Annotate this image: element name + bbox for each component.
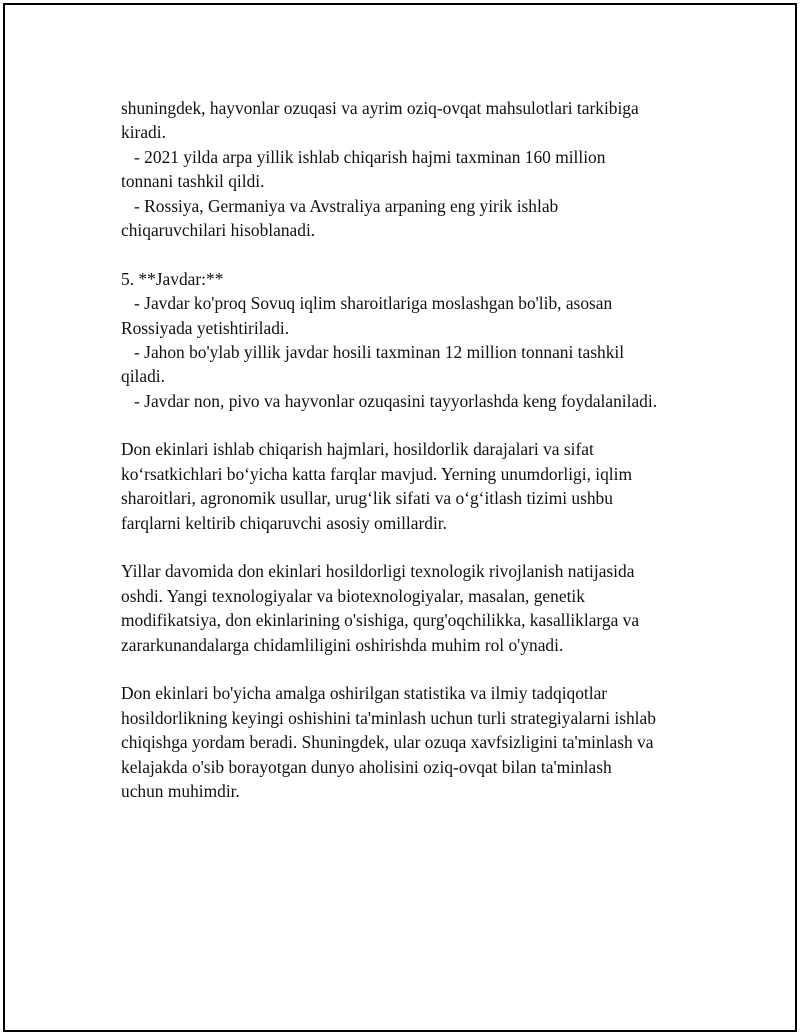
paragraph-barley-continued — [121, 96, 696, 242]
text-line: chiqaruvchilari hisoblanadi. — [121, 219, 316, 240]
paragraph-gap — [121, 657, 696, 681]
paragraph-gap — [121, 535, 696, 559]
text-line: - Jahon bo'ylab yillik javdar hosili taxminan 12 million tonnani tashkil — [121, 341, 625, 362]
section-heading: 5. **Javdar:** — [121, 268, 224, 289]
text-line: farqlarni keltirib chiqaruvchi asosiy omillardir. — [121, 512, 447, 533]
paragraph-technology — [121, 559, 696, 657]
text-line: kiradi. — [121, 122, 166, 143]
text-line: Don ekinlari bo'yicha amalga oshirilgan statistika va ilmiy tadqiqotlar — [121, 683, 608, 704]
text-line: kelajakda o'sib borayotgan dunyo aholisini oziq-ovqat bilan ta'minlash — [121, 756, 612, 777]
text-line: modifikatsiya, don ekinlarining o'sishiga, qurg'oqchilikka, kasalliklarga va — [121, 610, 640, 631]
page-frame — [3, 3, 797, 1032]
text-line: ko‘rsatkichlari bo‘yicha katta farqlar mavjud. Yerning unumdorligi, iqlim — [121, 463, 632, 484]
text-line: Rossiyada yetishtiriladi. — [121, 317, 290, 338]
text-line: uchun muhimdir. — [121, 780, 240, 801]
paragraph-rye — [121, 267, 696, 413]
paragraph-research — [121, 681, 696, 803]
paragraph-differences — [121, 437, 696, 535]
text-line: sharoitlari, agronomik usullar, urug‘lik sifati va o‘g‘itlash tizimi ushbu — [121, 488, 613, 509]
paragraph-gap — [121, 242, 696, 266]
text-line: - Javdar non, pivo va hayvonlar ozuqasini tayyorlashda keng foydalaniladi. — [121, 390, 658, 411]
paragraph-gap — [121, 413, 696, 437]
text-line: - Rossiya, Germaniya va Avstraliya arpaning eng yirik ishlab — [121, 195, 559, 216]
text-line: tonnani tashkil qildi. — [121, 171, 265, 192]
text-line: - 2021 yilda arpa yillik ishlab chiqarish hajmi taxminan 160 million — [121, 146, 606, 167]
text-line: Yillar davomida don ekinlari hosildorligi texnologik rivojlanish natijasida — [121, 561, 635, 582]
document-body — [121, 96, 696, 803]
text-line: zararkunandalarga chidamliligini oshirishda muhim rol o'ynadi. — [121, 634, 564, 655]
text-line: qiladi. — [121, 366, 165, 387]
text-line: - Javdar ko'proq Sovuq iqlim sharoitlariga moslashgan bo'lib, asosan — [121, 293, 613, 314]
text-line: chiqishga yordam beradi. Shuningdek, ular ozuqa xavfsizligini ta'minlash va — [121, 732, 654, 753]
text-line: hosildorlikning keyingi oshishini ta'minlash uchun turli strategiyalarni ishlab — [121, 707, 656, 728]
text-line: oshdi. Yangi texnologiyalar va biotexnologiyalar, masalan, genetik — [121, 585, 585, 606]
text-line: shuningdek, hayvonlar ozuqasi va ayrim oziq-ovqat mahsulotlari tarkibiga — [121, 98, 639, 118]
text-line: Don ekinlari ishlab chiqarish hajmlari, hosildorlik darajalari va sifat — [121, 439, 594, 460]
